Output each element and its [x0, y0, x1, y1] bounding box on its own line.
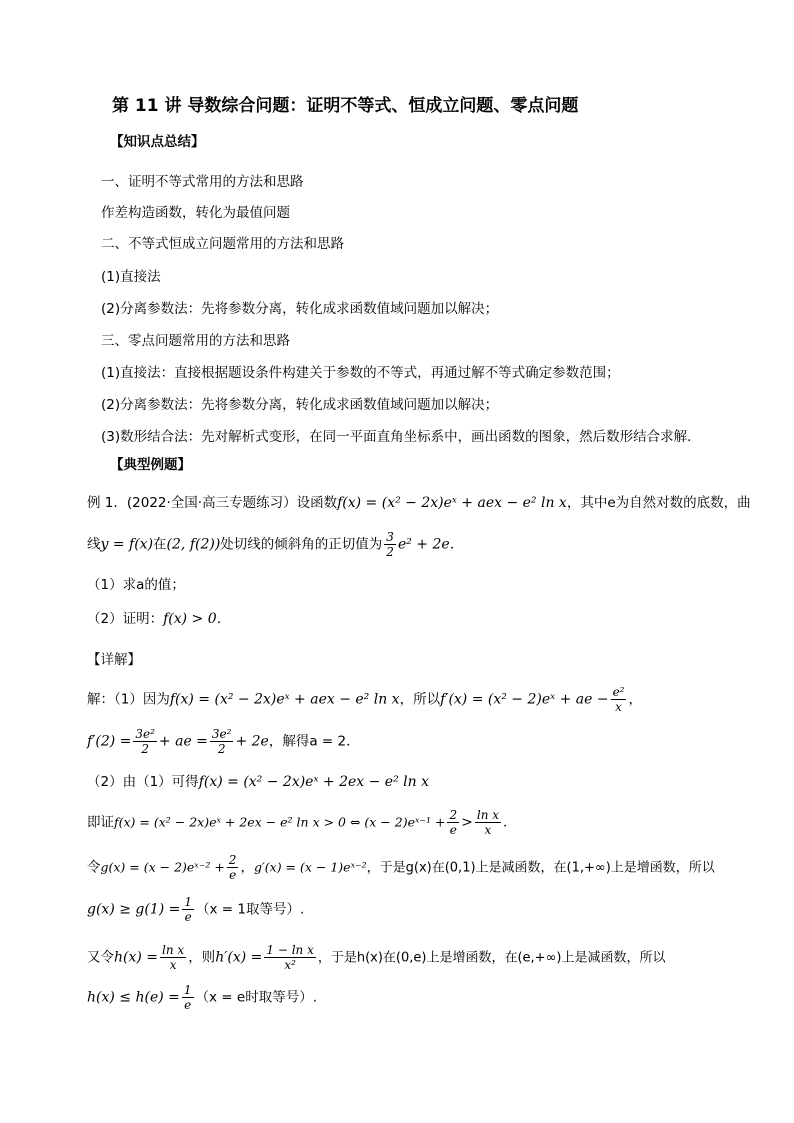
detail-heading: 【详解】 [87, 652, 141, 668]
knowledge-paragraph-3b: (2)分离参数法：先将参数分离，转化成求函数值域问题加以解决； [101, 397, 499, 413]
fraction: $\frac{\text{3e²}}{2}$ [211, 727, 232, 756]
question-1: （1）求a的值； [87, 577, 185, 593]
section-knowledge-heading: 【知识点总结】 [110, 134, 205, 150]
fraction: $\frac{1}{e}$ [184, 895, 193, 924]
example-text: 在 [153, 536, 167, 553]
fraction: $\frac{\text{ln x}}{x}$ [476, 808, 500, 837]
knowledge-paragraph-2b: (2)分离参数法：先将参数分离，转化成求函数值域问题加以解决； [101, 301, 499, 317]
knowledge-paragraph-3a: (1)直接法：直接根据题设条件构建关于参数的不等式，再通过解不等式确定参数范围； [101, 365, 620, 381]
example-text: 处切线的倾斜角的正切值为 [220, 536, 383, 553]
question-2: （2）证明：f(x) > 0． [87, 611, 231, 627]
fraction: $\frac{2}{e}$ [449, 808, 458, 837]
example-text: 线 [87, 536, 101, 553]
knowledge-heading-3: 三、零点问题常用的方法和思路 [101, 333, 290, 349]
curve-formula: y = f(x) [100, 536, 154, 553]
function-definition: f(x) = (x² − 2x)eˣ + aex − e² ln x [337, 495, 567, 511]
slope-value: e² + 2e． [397, 536, 464, 553]
knowledge-paragraph-2a: (1)直接法 [101, 269, 161, 285]
solution-line-6: g(x) ≥ g(1) = $\frac{1}{e}$ （x = 1取等号）. [87, 895, 305, 924]
fraction: $\frac{\text{e²}}{x}$ [612, 685, 625, 714]
knowledge-heading-2: 二、不等式恒成立问题常用的方法和思路 [101, 236, 344, 252]
solution-line-7: 又令h(x) = $\frac{\text{ln x}}{x}$ ，则h′(x) = $\frac{\text{1 − ln x}}{\text{x²}}$ ，于是h(x)在(0,e)上是增函数，在(e,+∞)上是减函数，所以 [87, 943, 666, 972]
fraction: $\frac{1}{e}$ [183, 983, 192, 1012]
tangent-point: (2, f(2)) [166, 536, 221, 553]
section-examples-heading: 【典型例题】 [110, 457, 191, 473]
fraction: $\frac{2}{e}$ [228, 853, 237, 882]
knowledge-heading-1: 一、证明不等式常用的方法和思路 [101, 174, 304, 190]
solution-line-4: 即证f(x) = (x² − 2x)eˣ + 2ex − e² ln x > 0 ⇔ (x − 2)eˣ⁻¹ + $\frac{2}{e}$ > $\frac{\text{ln x}}{x}$ ． [87, 808, 517, 837]
solution-line-3: （2）由（1）可得f(x) = (x² − 2x)eˣ + 2ex − e² ln x [87, 774, 429, 790]
solution-line-1: 解：（1）因为f(x) = (x² − 2x)eˣ + aex − e² ln x，所以f′(x) = (x² − 2)eˣ + ae − $\frac{\text{e²}}{x}$ ， [87, 685, 642, 714]
page-title: 第 11 讲 导数综合问题：证明不等式、恒成立问题、零点问题 [112, 96, 579, 116]
solution-line-5: 令g(x) = (x − 2)eˣ⁻² + $\frac{2}{e}$ ，g′(x) = (x − 1)eˣ⁻²，于是g(x)在(0,1)上是减函数，在(1,+∞)上是增函数，所以 [87, 853, 715, 882]
fraction: $\frac{\text{3e²}}{2}$ [135, 727, 155, 756]
solution-line-8: h(x) ≤ h(e) = $\frac{1}{e}$ （x = e时取等号）. [87, 983, 317, 1012]
example-line-2 [87, 530, 464, 559]
fraction: $\frac{\text{1 − ln x}}{\text{x²}}$ [266, 943, 314, 972]
example-text: ，其中e为自然对数的底数，曲 [566, 495, 751, 511]
fraction: $\frac{\text{ln x}}{x}$ [162, 943, 185, 972]
example-line-1 [87, 493, 751, 513]
solution-line-2: f′(2) = $\frac{\text{3e²}}{2}$ + ae = $\frac{\text{3e²}}{2}$ + 2e，解得a = 2． [87, 727, 360, 756]
example-source: 例 1．(2022·全国·高三专题练习）设函数 [87, 495, 338, 511]
knowledge-paragraph-1: 作差构造函数，转化为最值问题 [101, 205, 290, 221]
fraction: $\frac{3}{2}$ [386, 530, 394, 559]
knowledge-paragraph-3c: (3)数形结合法：先对解析式变形，在同一平面直角坐标系中，画出函数的图象，然后数形结合求解． [101, 429, 701, 445]
